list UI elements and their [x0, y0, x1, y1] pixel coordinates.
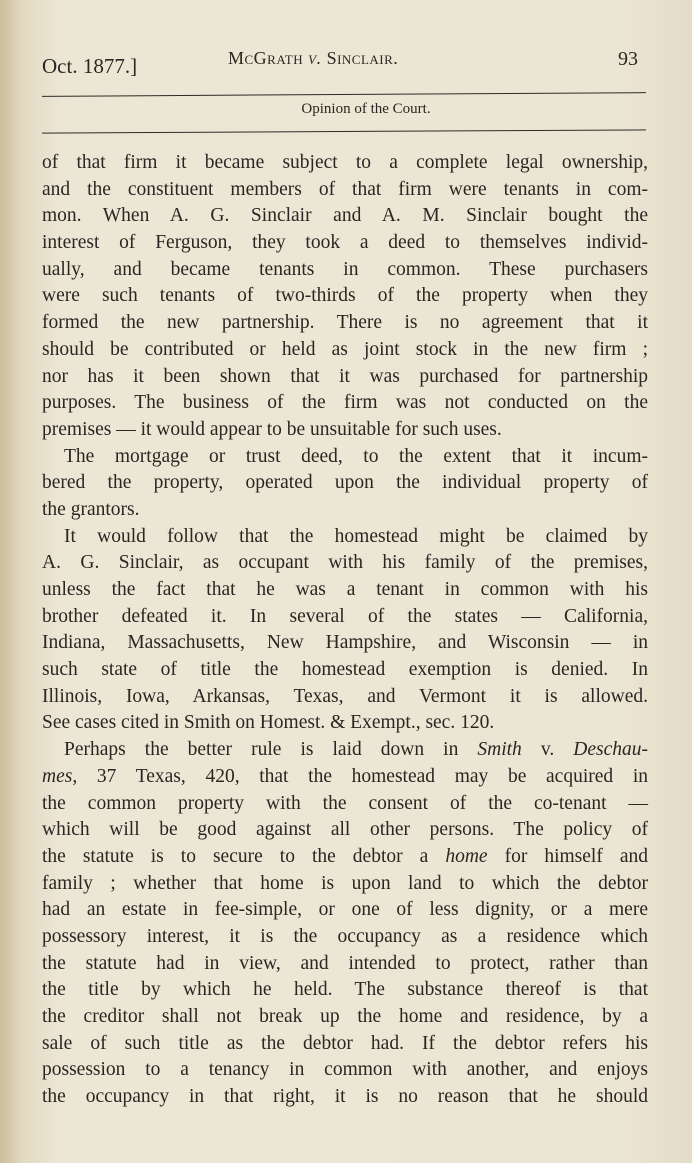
section-subheading: Opinion of the Court. [301, 101, 431, 117]
text-line [42, 177, 648, 204]
text-line [42, 897, 648, 924]
text-line [42, 1084, 648, 1111]
text-line [42, 150, 648, 177]
text-segment: family ; whether that home is upon land to which the debtor [42, 872, 648, 894]
text-segment: A. G. Sinclair, as occupant with his family of the premises, [42, 552, 648, 574]
text-segment: of that firm it became subject to a complete legal ownership, [42, 152, 648, 173]
text-line [42, 604, 648, 631]
text-segment: had an estate in fee-simple, or one of less dignity, or a mere [42, 899, 648, 921]
text-line [42, 924, 648, 951]
text-line [42, 257, 648, 284]
text-segment: and the constituent members of that firm were tenants in com- [42, 178, 648, 200]
text-line [42, 577, 648, 604]
text-segment: the creditor shall not break up the home and residence, by a [42, 1006, 648, 1027]
text-line [42, 497, 648, 524]
opinion-text [42, 150, 648, 1111]
text-line [42, 1031, 648, 1058]
text-segment: should be contributed or held as joint stock in the new firm ; [42, 338, 648, 360]
text-line [42, 444, 648, 471]
case-versus: v. [308, 48, 322, 68]
text-line [42, 337, 648, 364]
text-segment: interest of Ferguson, they took a deed to themselves individ- [42, 232, 648, 254]
text-segment: the statute is to secure to the debtor a [42, 845, 446, 867]
text-segment: premises — it would appear to be unsuitable for such uses. [42, 418, 502, 440]
text-segment: Illinois, Iowa, Arkansas, Texas, and Vermont it is allowed. [42, 685, 648, 707]
text-segment: brother defeated it. In several of the states — California, [42, 605, 648, 627]
text-line [42, 977, 648, 1004]
text-line [42, 364, 648, 391]
text-line [42, 817, 648, 844]
text-segment: possession to a tenancy in common with another, and enjoys [42, 1059, 648, 1081]
running-head-date: Oct. 1877.] [42, 54, 138, 78]
text-segment: unless the fact that he was a tenant in common with his [42, 579, 648, 600]
text-segment: See cases cited in Smith on Homest. & Exempt., sec. 120. [42, 712, 495, 734]
text-line [42, 283, 648, 310]
text-line [42, 417, 648, 444]
text-segment: the statute had in view, and intended to protect, rather than [42, 952, 648, 974]
italic-text: home [445, 845, 488, 867]
text-line [42, 524, 648, 551]
text-segment: nor has it been shown that it was purchased for partnership [42, 365, 648, 387]
text-segment: purposes. The business of the firm was not conducted on the [42, 392, 648, 414]
text-line [42, 710, 648, 737]
text-segment: for himself and [487, 845, 648, 867]
text-segment: , 37 Texas, 420, that the homestead may be acquired in [72, 765, 648, 787]
text-line [42, 1057, 648, 1084]
text-segment: It would follow that the homestead might be claimed by [64, 525, 648, 547]
text-line [42, 470, 648, 497]
text-line [42, 764, 648, 791]
case-party-left: McGrath [228, 48, 304, 68]
text-segment: sale of such title as the debtor had. If the debtor refers his [42, 1032, 648, 1054]
text-segment: the occupancy in that right, it is no reason that he should [42, 1086, 648, 1108]
case-party-right: Sinclair. [326, 48, 399, 68]
text-segment: bered the property, operated upon the individual property of [42, 472, 648, 494]
text-segment: were such tenants of two-thirds of the property when they [42, 285, 648, 307]
text-line [42, 550, 648, 577]
text-segment: ually, and became tenants in common. These purchasers [42, 258, 648, 280]
text-line [42, 871, 648, 898]
text-segment: v. [521, 739, 574, 761]
text-segment: such state of title the homestead exemption is denied. In [42, 659, 648, 681]
italic-text: Smith [477, 739, 522, 761]
italic-text: mes [42, 765, 73, 787]
text-segment: the title by which he held. The substance thereof is that [42, 979, 648, 1001]
text-segment: Perhaps the better rule is laid down in [64, 739, 478, 761]
text-line [42, 310, 648, 337]
text-line [42, 844, 648, 871]
text-line [42, 230, 648, 257]
text-line [42, 737, 648, 764]
text-line [42, 390, 648, 417]
text-segment: possessory interest, it is the occupancy as a residence which [42, 925, 648, 947]
text-segment: The mortgage or trust deed, to the extent that it incum- [64, 445, 648, 467]
text-line [42, 657, 648, 684]
text-segment: the grantors. [42, 498, 140, 520]
text-segment: Indiana, Massachusetts, New Hampshire, and Wisconsin — in [42, 632, 648, 654]
text-line [42, 1004, 648, 1031]
text-line [42, 951, 648, 978]
italic-text: Deschau- [573, 739, 648, 761]
text-segment: the common property with the consent of the co-tenant — [42, 792, 648, 814]
text-line [42, 203, 648, 230]
text-line [42, 791, 648, 818]
text-line [42, 684, 648, 711]
text-line [42, 630, 648, 657]
text-segment: mon. When A. G. Sinclair and A. M. Sinclair bought the [42, 205, 648, 227]
running-head-case-title [228, 48, 398, 69]
text-segment: formed the new partnership. There is no agreement that it [42, 312, 648, 334]
page-number: 93 [618, 48, 638, 70]
text-segment: which will be good against all other persons. The policy of [42, 819, 648, 841]
